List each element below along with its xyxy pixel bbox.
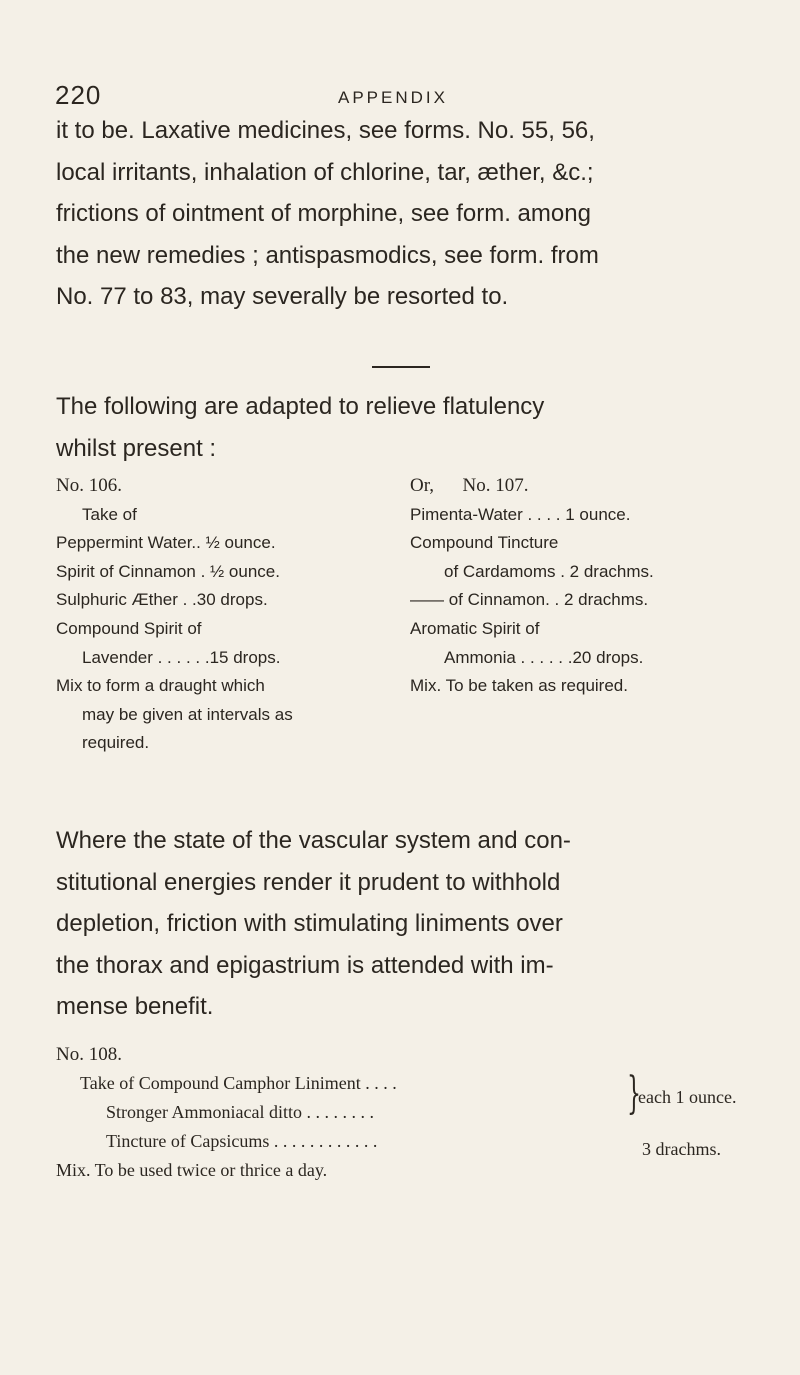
recipe-line: Sulphuric Æther . .30 drops. [56,590,268,610]
recipe-number: Or, No. 107. [410,475,529,496]
recipe-line: Lavender . . . . . .15 drops. [82,647,281,667]
text-line: Where the state of the vascular system and con- [56,827,571,854]
text-line: mense benefit. [56,993,214,1020]
quantity-drachms: 3 drachms. [642,1139,721,1159]
recipe-line: Aromatic Spirit of [410,618,540,638]
recipe-108 [56,1040,397,1185]
text-line: The following are adapted to relieve flatulency [56,393,545,420]
running-title: APPENDIX [338,88,448,107]
recipe-line: Mix. To be taken as required. [410,676,628,696]
recipe-line: Compound Spirit of [56,618,202,638]
recipe-line: —— of Cinnamon. . 2 drachms. [410,590,649,610]
recipe-line: Compound Tincture [410,533,559,553]
recipe-line: Take of [82,504,137,524]
text-line: whilst present : [56,434,217,462]
paragraph-liniments [56,820,766,1028]
recipe-106 [56,472,386,758]
recipe-line: Stronger Ammoniacal ditto . . . . . . . . [106,1102,374,1122]
recipe-107 [410,472,770,701]
text-line: the thorax and epigastrium is attended with im- [56,951,554,979]
recipe-number: No. 106. [56,475,122,496]
paragraph-remedies [56,110,766,318]
recipe-number: No. 108. [56,1044,122,1065]
section-divider [372,366,430,368]
text-line: it to be. Laxative medicines, see forms. No. 55, 56, [56,117,595,144]
recipe-line: may be given at intervals as [82,704,293,724]
recipe-line: Tincture of Capsicums . . . . . . . . . . . . [106,1131,378,1151]
recipe-line: Spirit of Cinnamon . ½ ounce. [56,561,280,581]
text-line: local irritants, inhalation of chlorine, tar, æther, &c.; [56,158,594,186]
text-line: frictions of ointment of morphine, see form. among [56,200,591,227]
text-line: the new remedies ; antispasmodics, see form. from [56,241,599,269]
recipe-line: required. [82,733,150,753]
text-line: depletion, friction with stimulating liniments over [56,910,563,937]
brace-symbol: } [627,1068,641,1119]
recipe-line: Pimenta-Water . . . . 1 ounce. [410,504,631,524]
recipe-line: of Cardamoms . 2 drachms. [444,561,654,581]
recipe-line: Mix. To be used twice or thrice a day. [56,1160,328,1180]
recipe-line: Mix to form a draught which [56,676,265,696]
paragraph-flatulency [56,386,766,469]
recipe-line: Take of Compound Camphor Liniment . . . . [80,1073,397,1093]
text-line: No. 77 to 83, may severally be resorted to. [56,283,509,310]
recipe-line: Ammonia . . . . . .20 drops. [444,647,644,667]
page-number: 220 [55,80,102,110]
recipe-line: Peppermint Water.. ½ ounce. [56,533,276,553]
quantity-each: each 1 ounce. [638,1087,737,1107]
text-line: stitutional energies render it prudent to withhold [56,868,561,896]
